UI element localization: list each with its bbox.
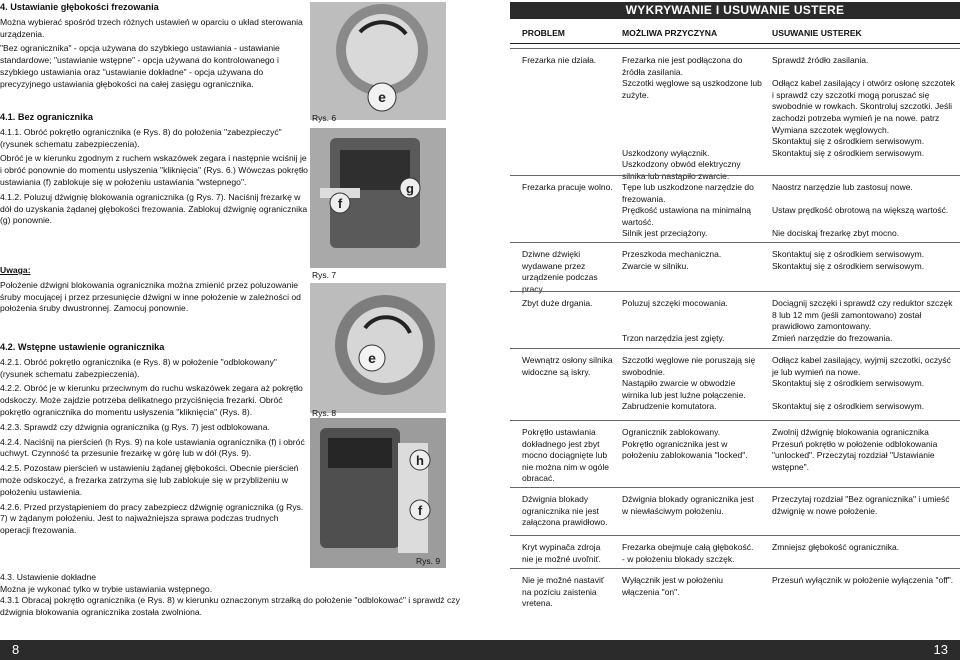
left-page-number: 8 bbox=[0, 640, 480, 660]
table-row bbox=[510, 242, 960, 294]
cell-problem: Pokrętło ustawiania dokładnego jest zbyt mocno dociągnięte lub nie można nim w ogóle obracać. bbox=[522, 427, 609, 484]
section-4-1 bbox=[0, 112, 308, 230]
section-4-3-heading: 4.3. Ustawienie dokładne bbox=[0, 572, 97, 582]
table-row bbox=[510, 487, 960, 528]
cell-problem: Dziwne dźwięki wydawane przez urządzenie podczas pracy bbox=[522, 249, 598, 294]
figure-6-label-e: e bbox=[378, 89, 386, 105]
section-4-2-6: 4.2.6. Przed przystąpieniem do pracy zabezpiecz dźwignię ogranicznika (g Rys. 7) w żądanym położeniu. Jest to najważniejsza sprawa podczas trudnych operacji frezowania. bbox=[0, 501, 304, 536]
figure-9-label-h: h bbox=[416, 453, 424, 468]
right-page bbox=[510, 0, 960, 640]
cell-fix: Przesuń wyłącznik w położenie wyłączenia "off". bbox=[772, 575, 954, 585]
section-4 bbox=[0, 2, 308, 94]
cell-problem: Wewnątrz osłony silnika widoczne są iskry. bbox=[522, 355, 613, 377]
table-row bbox=[510, 348, 960, 412]
cell-fix: Zmniejsz głębokość ogranicznika. bbox=[772, 542, 900, 552]
figure-7-label-f: f bbox=[337, 196, 343, 211]
cell-fix: Dociągnij szczęki i sprawdź czy reduktor szczęk 8 lub 12 mm (jeśli zamontowano) został prawidłowo zamontowany. Zmień narzędzie do frezowania. bbox=[772, 298, 953, 343]
left-page bbox=[0, 0, 480, 640]
section-4-2-2: 4.2.2. Obróć je w kierunku przeciwnym do ruchu wskazówek zegara aż pokrętło odskoczy. Może zajdzie potrzeba delikatnego przyciśnięcia frezarki. Obróć pokrętło ogranicznika do momentu usłyszenia "kliknięcia" (Rys. 8). bbox=[0, 383, 303, 417]
figure-6-caption: Rys. 6 bbox=[312, 113, 337, 123]
cell-cause: Tępe lub uszkodzone narzędzie do frezowania. Prędkość ustawiona na minimalną wartość. Silnik jest przeciążony. bbox=[622, 182, 754, 239]
section-4-heading: 4. Ustawianie głębokości frezowania bbox=[0, 2, 159, 12]
figure-8-caption: Rys. 8 bbox=[312, 408, 337, 418]
figure-9-label-f: f bbox=[417, 503, 423, 518]
table-row bbox=[510, 175, 960, 239]
figure-9-photo bbox=[310, 418, 446, 568]
figure-6-photo bbox=[310, 2, 446, 120]
cell-cause: Wyłącznik jest w położeniu włączenia "on". bbox=[622, 575, 724, 597]
cell-fix: Naostrz narzędzie lub zastosuj nowe. Ustaw prędkość obrotową na większą wartość. Nie dociskaj frezarkę zbyt mocno. bbox=[772, 182, 949, 239]
section-4-2-3: 4.2.3. Sprawdź czy dźwignia ogranicznika (g Rys. 7) jest odblokowana. bbox=[0, 421, 270, 432]
section-4-modes: "Bez ogranicznika" - opcja używana do szybkiego ustawiania - ustawianie standardowe; "ustawianie wstępne" - opcja używana do kontrolowanego i szybkiego ustawiania oraz "ustawianie dokładne" - opcja używana do precyzyjnego ustawiania głębokości na całej zasięgu ogranicznika. bbox=[0, 43, 280, 89]
section-4-3-intro: Można je wykonać tylko w trybie ustawiania wstępnego. bbox=[0, 583, 213, 594]
troubleshooting-title: WYKRYWANIE I USUWANIE USTERE bbox=[510, 2, 960, 19]
section-4-2-1: 4.2.1. Obróć pokrętło ogranicznika (e Rys. 8) w położenie "odblokowany" (rysunek schematu zabezpieczenia). bbox=[0, 356, 277, 379]
cell-cause: Frezarka nie jest podłączona do źródła zasilania. Szczotki węglowe są uszkodzone lub zużyte. Uszkodzony wyłącznik. Uszkodzony obwód elektryczny silnika lub nastąpiło zwarcie. bbox=[622, 55, 762, 181]
section-4-1-1: 4.1.1. Obróć pokrętło ogranicznika (e Rys. 8) do położenia "zabezpieczyć" (rysunek schematu zabezpieczenia). bbox=[0, 126, 282, 149]
table-row bbox=[510, 535, 960, 564]
cell-cause: Frezarka obejmuje całą głębokość. - w położeniu blokady szczęk. bbox=[622, 542, 754, 564]
section-4-2-4: 4.2.4. Naciśnij na pierścień (h Rys. 9) na kole ustawiania ogranicznika (f) i obróć uchwyt. Czynność ta przesunie frezarkę w górę lub w dół (Rys. 9). bbox=[0, 436, 305, 459]
figure-7-label-g: g bbox=[406, 181, 414, 196]
figure-7-photo bbox=[310, 128, 446, 268]
cell-cause: Poluzuj szczęki mocowania. Trzon narzędzia jest zgięty. bbox=[622, 298, 728, 343]
section-4-2-5: 4.2.5. Pozostaw pierścień w ustawieniu żądanej głębokości. Obecnie pierścień może odskoczyć, a frezarka zatrzyma się lub zablokuje się w przybliżeniu w położeniu ustawienia. bbox=[0, 463, 299, 497]
cell-fix: Odłącz kabel zasilający, wyjmij szczotki, oczyść je lub wymień na nowe. Skontaktuj się z ośrodkiem serwisowym. Skontaktuj się z ośrodkiem serwisowym. bbox=[772, 355, 951, 412]
header-rule bbox=[510, 43, 960, 44]
cell-cause: Ogranicznik zablokowany. Pokrętło ogranicznika jest w położeniu zablokowania "locked". bbox=[622, 427, 748, 461]
right-page-number: 13 bbox=[480, 640, 960, 660]
note-label: Uwaga: bbox=[0, 265, 31, 275]
cell-cause: Przeszkoda mechaniczna. Zwarcie w silniku. bbox=[622, 249, 722, 271]
note bbox=[0, 265, 308, 318]
header-cause: MOŻLIWA PRZYCZYNA bbox=[622, 28, 718, 38]
section-4-3-1: 4.3.1 Obracaj pokrętło ogranicznika (e Rys. 8) w kierunku oznaczonym strzałką do położenie "odblokować" i sprawdź czy dźwignia blokowania ogranicznika została zwolniona. bbox=[0, 595, 460, 617]
cell-problem: Frezarka nie działa. bbox=[522, 55, 597, 65]
section-4-intro: Można wybierać spośród trzech różnych ustawień w oparciu o układ sterowania urządzenia. bbox=[0, 16, 303, 39]
section-4-2-heading: 4.2. Wstępne ustawienie ogranicznika bbox=[0, 342, 165, 352]
table-row bbox=[510, 420, 960, 484]
cell-fix: Przeczytaj rozdział "Bez ogranicznika" i umieść dźwignię w nowe położenie. bbox=[772, 494, 950, 516]
header-fix: USUWANIE USTEREK bbox=[772, 28, 862, 38]
section-4-1-1-detail: Obróć je w kierunku zgodnym z ruchem wskazówek zegara i następnie wciśnij je i obróć ponownie do momentu usłyszenia "kliknięcia" (Rys. 6.) Wówczas pokrętło ustawiania (f) zablokuje się w położeniu ustawiania "wstepnego". bbox=[0, 153, 308, 187]
table-row bbox=[510, 291, 960, 343]
figure-7-caption: Rys. 7 bbox=[312, 270, 337, 280]
cell-problem: Frezarka pracuje wolno. bbox=[522, 182, 613, 192]
cell-problem: Zbyt duże drgania. bbox=[522, 298, 593, 308]
section-4-2 bbox=[0, 342, 308, 540]
cell-fix: Skontaktuj się z ośrodkiem serwisowym. Skontaktuj się z ośrodkiem serwisowym. bbox=[772, 249, 925, 271]
cell-problem: Kryt wypinača zdroja nie je možné uvoľniť. bbox=[522, 542, 601, 564]
figure-9-caption: Rys. 9 bbox=[416, 556, 441, 566]
cell-fix: Sprawdź źródło zasilania. Odłącz kabel zasilający i otwórz osłonę szczotek i sprawdź czy szczotki mogą poruszać się swobodnie w rowkach. Skontroluj szczotki. Jeśli zachodzi potrzeba wymień je na nowe. patrz Wymiana szczotek węglowych. Skontaktuj się z ośrodkiem serwisowym. Skontaktuj się z ośrodkiem serwisowym. bbox=[772, 55, 955, 158]
table-row bbox=[510, 48, 960, 181]
note-text: Położenie dźwigni blokowania ogranicznika można zmienić przez poluzowanie śruby mocującej i przez przesunięcie dźwigni w inne położenie w zależności od położenia śruby dwustronnej. Zamocuj ponownie. bbox=[0, 279, 301, 314]
header-problem: PROBLEM bbox=[522, 28, 565, 38]
table-row bbox=[510, 568, 960, 609]
cell-cause: Szczotki węglowe nie poruszają się swobodnie. Nastąpiło zwarcie w obwodzie wirnika lub jest luźne połączenie. Zabrudzenie komutatora. bbox=[622, 355, 756, 412]
section-4-1-heading: 4.1. Bez ogranicznika bbox=[0, 112, 93, 122]
cell-fix: Zwolnij dźwignię blokowania ogranicznika Przesuń pokrętło w położenie odblokowania "unlocked". Przeczytaj rozdział "Ustawianie wstępne". bbox=[772, 427, 938, 472]
cell-problem: Dźwignia blokady ogranicznika nie jest załączona prawidłowo. bbox=[522, 494, 608, 528]
figure-8-photo bbox=[310, 283, 446, 413]
cell-cause: Dźwignia blokady ogranicznika jest w niewłaściwym położeniu. bbox=[622, 494, 754, 516]
section-4-3 bbox=[0, 572, 470, 618]
figure-8-label-e: e bbox=[368, 350, 376, 366]
cell-problem: Nie je možné nastaviť na pozíciu zaistenia vretena. bbox=[522, 575, 605, 609]
section-4-1-2: 4.1.2. Poluzuj dźwignię blokowania ogranicznika (g Rys. 7). Naciśnij frezarkę w dół do uzyskania żądanej głębokości frezowania. Zablokuj dźwignię ogranicznika (g) ponownie. bbox=[0, 191, 308, 226]
